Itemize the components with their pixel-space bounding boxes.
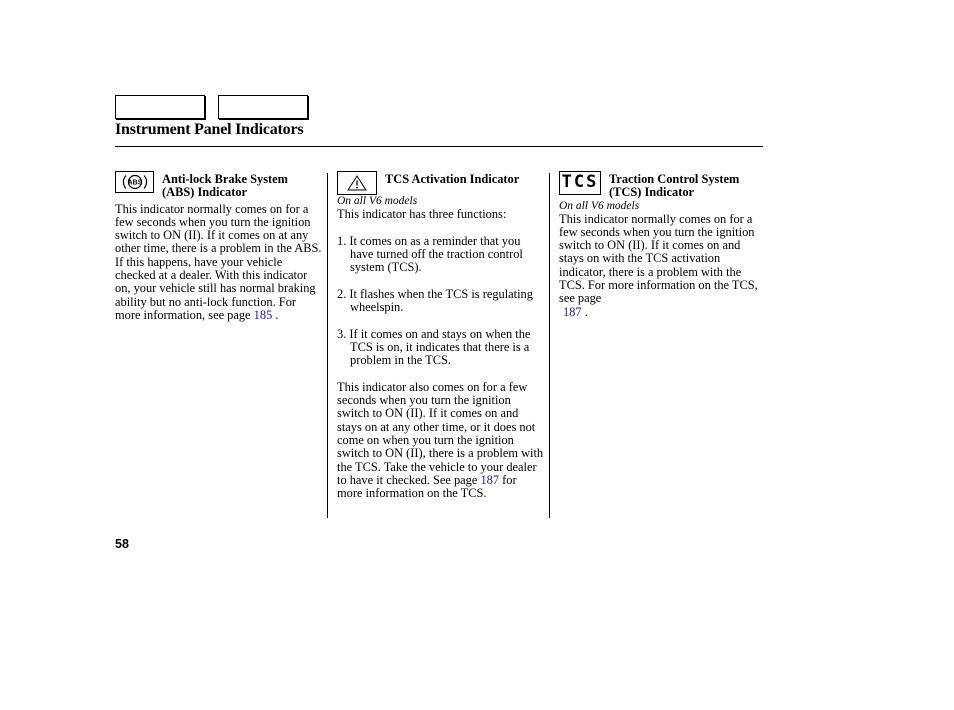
abs-warning-icon — [115, 171, 154, 193]
tcs-activation-body: This indicator also comes on for a few seconds when you turn the ignition switch to ON (II). If it comes on and stays on at any other time, or it does not come on when you turn the ignition switch to ON (II), there is a problem with the TCS. Take the vehicle to your dealer to have it checked. See page 187 for more information on the TCS. — [337, 379, 544, 501]
abs-heading-row — [115, 171, 323, 200]
nav-tab-1[interactable] — [115, 95, 205, 119]
triangle-exclamation-icon — [337, 171, 377, 195]
page-link-187[interactable]: 187 — [480, 472, 500, 487]
v6-note: On all V6 models — [337, 195, 418, 207]
page-link-187[interactable]: 187 — [563, 304, 582, 319]
page-number: 58 — [115, 537, 129, 551]
list-item: 1. It comes on as a reminder that you have turned off the traction control system (TCS). — [337, 233, 523, 275]
tcs-intro: This indicator has three functions: — [337, 207, 507, 221]
v6-note: On all V6 models — [559, 199, 640, 212]
list-item: 2. It flashes when the TCS is regulating wheelspin. — [337, 286, 533, 315]
column-divider — [327, 173, 328, 518]
nav-tab-2[interactable] — [218, 95, 308, 119]
abs-heading: Anti-lock Brake System (ABS) Indicator — [162, 172, 288, 200]
tcs-activation-heading: TCS Activation Indicator — [385, 172, 520, 186]
page-link-185[interactable]: 185 — [253, 307, 273, 322]
tcs-activation-section — [337, 171, 545, 501]
tcs-body: This indicator normally comes on for a few seconds when you turn the ignition switch to ON (II). If it comes on and stays on with the TCS activation indicator, there is a problem with the TCS. For more information on the TCS, see page 187 . — [559, 211, 758, 319]
tcs-icon: TCS — [559, 171, 601, 195]
tcs-activation-heading-row — [337, 171, 545, 195]
list-item: 3. If it comes on and stays on when the TCS is on, it indicates that there is a problem in the TCS. — [337, 326, 531, 368]
tcs-heading-row — [559, 171, 763, 200]
page-title: Instrument Panel Indicators — [115, 121, 304, 138]
abs-section — [115, 171, 323, 322]
tcs-heading: Traction Control System (TCS) Indicator — [609, 172, 740, 200]
title-divider — [115, 146, 763, 147]
tcs-section — [559, 171, 763, 319]
abs-body: This indicator normally comes on for a few seconds when you turn the ignition switch to ON (II). If it comes on at any other time, there is a problem in the ABS. If this happens, have your vehicle checked at a dealer. With this indicator on, your vehicle still has normal braking ability but no anti-lock function. For more information, see page 185 . — [115, 201, 322, 322]
abs-icon-text: ABS — [127, 179, 142, 187]
column-divider — [549, 173, 550, 518]
